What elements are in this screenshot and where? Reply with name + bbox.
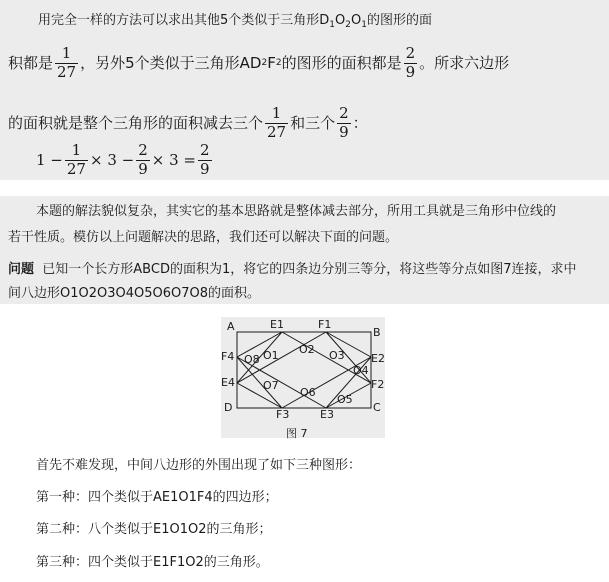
- text-line-2: 积都是 $\frac{1}{27}$ ，另外5个类似于三角形AD 2 F 2 的图形的面积都是 $\frac{2}{9}$ 。所求六边形: [8, 44, 510, 81]
- text-line-1: 用完全一样的方法可以求出其他5个类似于三角形$D_1O_2O_1$的图形的面: [38, 13, 432, 30]
- label-f2: F2: [371, 378, 385, 391]
- paragraph-2-line-1: 本题的解法貌似复杂，其实它的基本思路就是整体减去部分，所用工具就是三角形中位线的: [36, 204, 557, 219]
- label-f4: F4: [221, 350, 235, 363]
- figure-7: [221, 317, 385, 438]
- type-3: 第三种：四个类似于E1F1O2的三角形。: [36, 555, 269, 570]
- label-e4: E4: [221, 376, 235, 389]
- paragraph-2-line-2: 若干性质。模仿以上问题解决的思路，我们还可以解决下面的问题。: [8, 230, 399, 245]
- eq-fraction-2: $\frac{2}{9}$: [138, 141, 148, 178]
- label-o4: O4: [353, 364, 369, 377]
- label-f3: F3: [276, 408, 290, 421]
- paragraph-3: 首先不难发现，中间八边形的外围出现了如下三种图形：: [36, 458, 362, 473]
- label-e3: E3: [320, 408, 334, 421]
- label-o7: O7: [263, 379, 279, 392]
- label-b: B: [373, 326, 381, 339]
- question-line-2: 间八边形O1O2O3O4O5O6O7O8的面积。: [8, 286, 261, 301]
- label-f1: F1: [318, 318, 332, 331]
- question-line-1: 问题 已知一个长方形ABCD的面积为1，将它的四条边分别三等分，将这些等分点如图7连接，求中: [8, 262, 577, 277]
- eq-fraction-3: $\frac{2}{9}$: [199, 141, 210, 178]
- fraction-1-27-b: $\frac{1}{27}$: [267, 104, 287, 141]
- label-o1: O1: [263, 349, 279, 362]
- label-a: A: [227, 320, 235, 333]
- fraction-2-9-b: $\frac{2}{9}$: [339, 104, 349, 141]
- figure-caption: 图 7: [286, 427, 308, 440]
- label-d: D: [224, 401, 233, 414]
- label-o3: O3: [329, 349, 345, 362]
- figure-7-diagram: [221, 317, 385, 438]
- eq-fraction-1: $\frac{1}{27}$: [66, 141, 86, 178]
- question-label: 问题: [8, 262, 35, 277]
- label-o8: O8: [244, 353, 260, 366]
- type-1: 第一种：四个类似于AE1O1F4的四边形；: [36, 490, 278, 505]
- label-o2: O2: [299, 343, 315, 356]
- text-line-3: 的面积就是整个三角形的面积减去三个 $\frac{1}{27}$ 和三个 $\frac{2}{9}$ ：: [8, 104, 368, 141]
- equation: 1 − $\frac{1}{27}$ × 3 − $\frac{2}{9}$ × 3 = $\frac{2}{9}$: [36, 141, 210, 178]
- label-e1: E1: [270, 318, 284, 331]
- fraction-2-9: $\frac{2}{9}$: [405, 44, 416, 81]
- fraction-1-27: $\frac{1}{27}$: [57, 44, 77, 81]
- type-2: 第二种：八个类似于E1O1O2的三角形；: [36, 522, 272, 537]
- label-o6: O6: [300, 386, 316, 399]
- label-c: C: [373, 401, 381, 414]
- label-e2: E2: [371, 352, 385, 365]
- label-o5: O5: [337, 393, 353, 406]
